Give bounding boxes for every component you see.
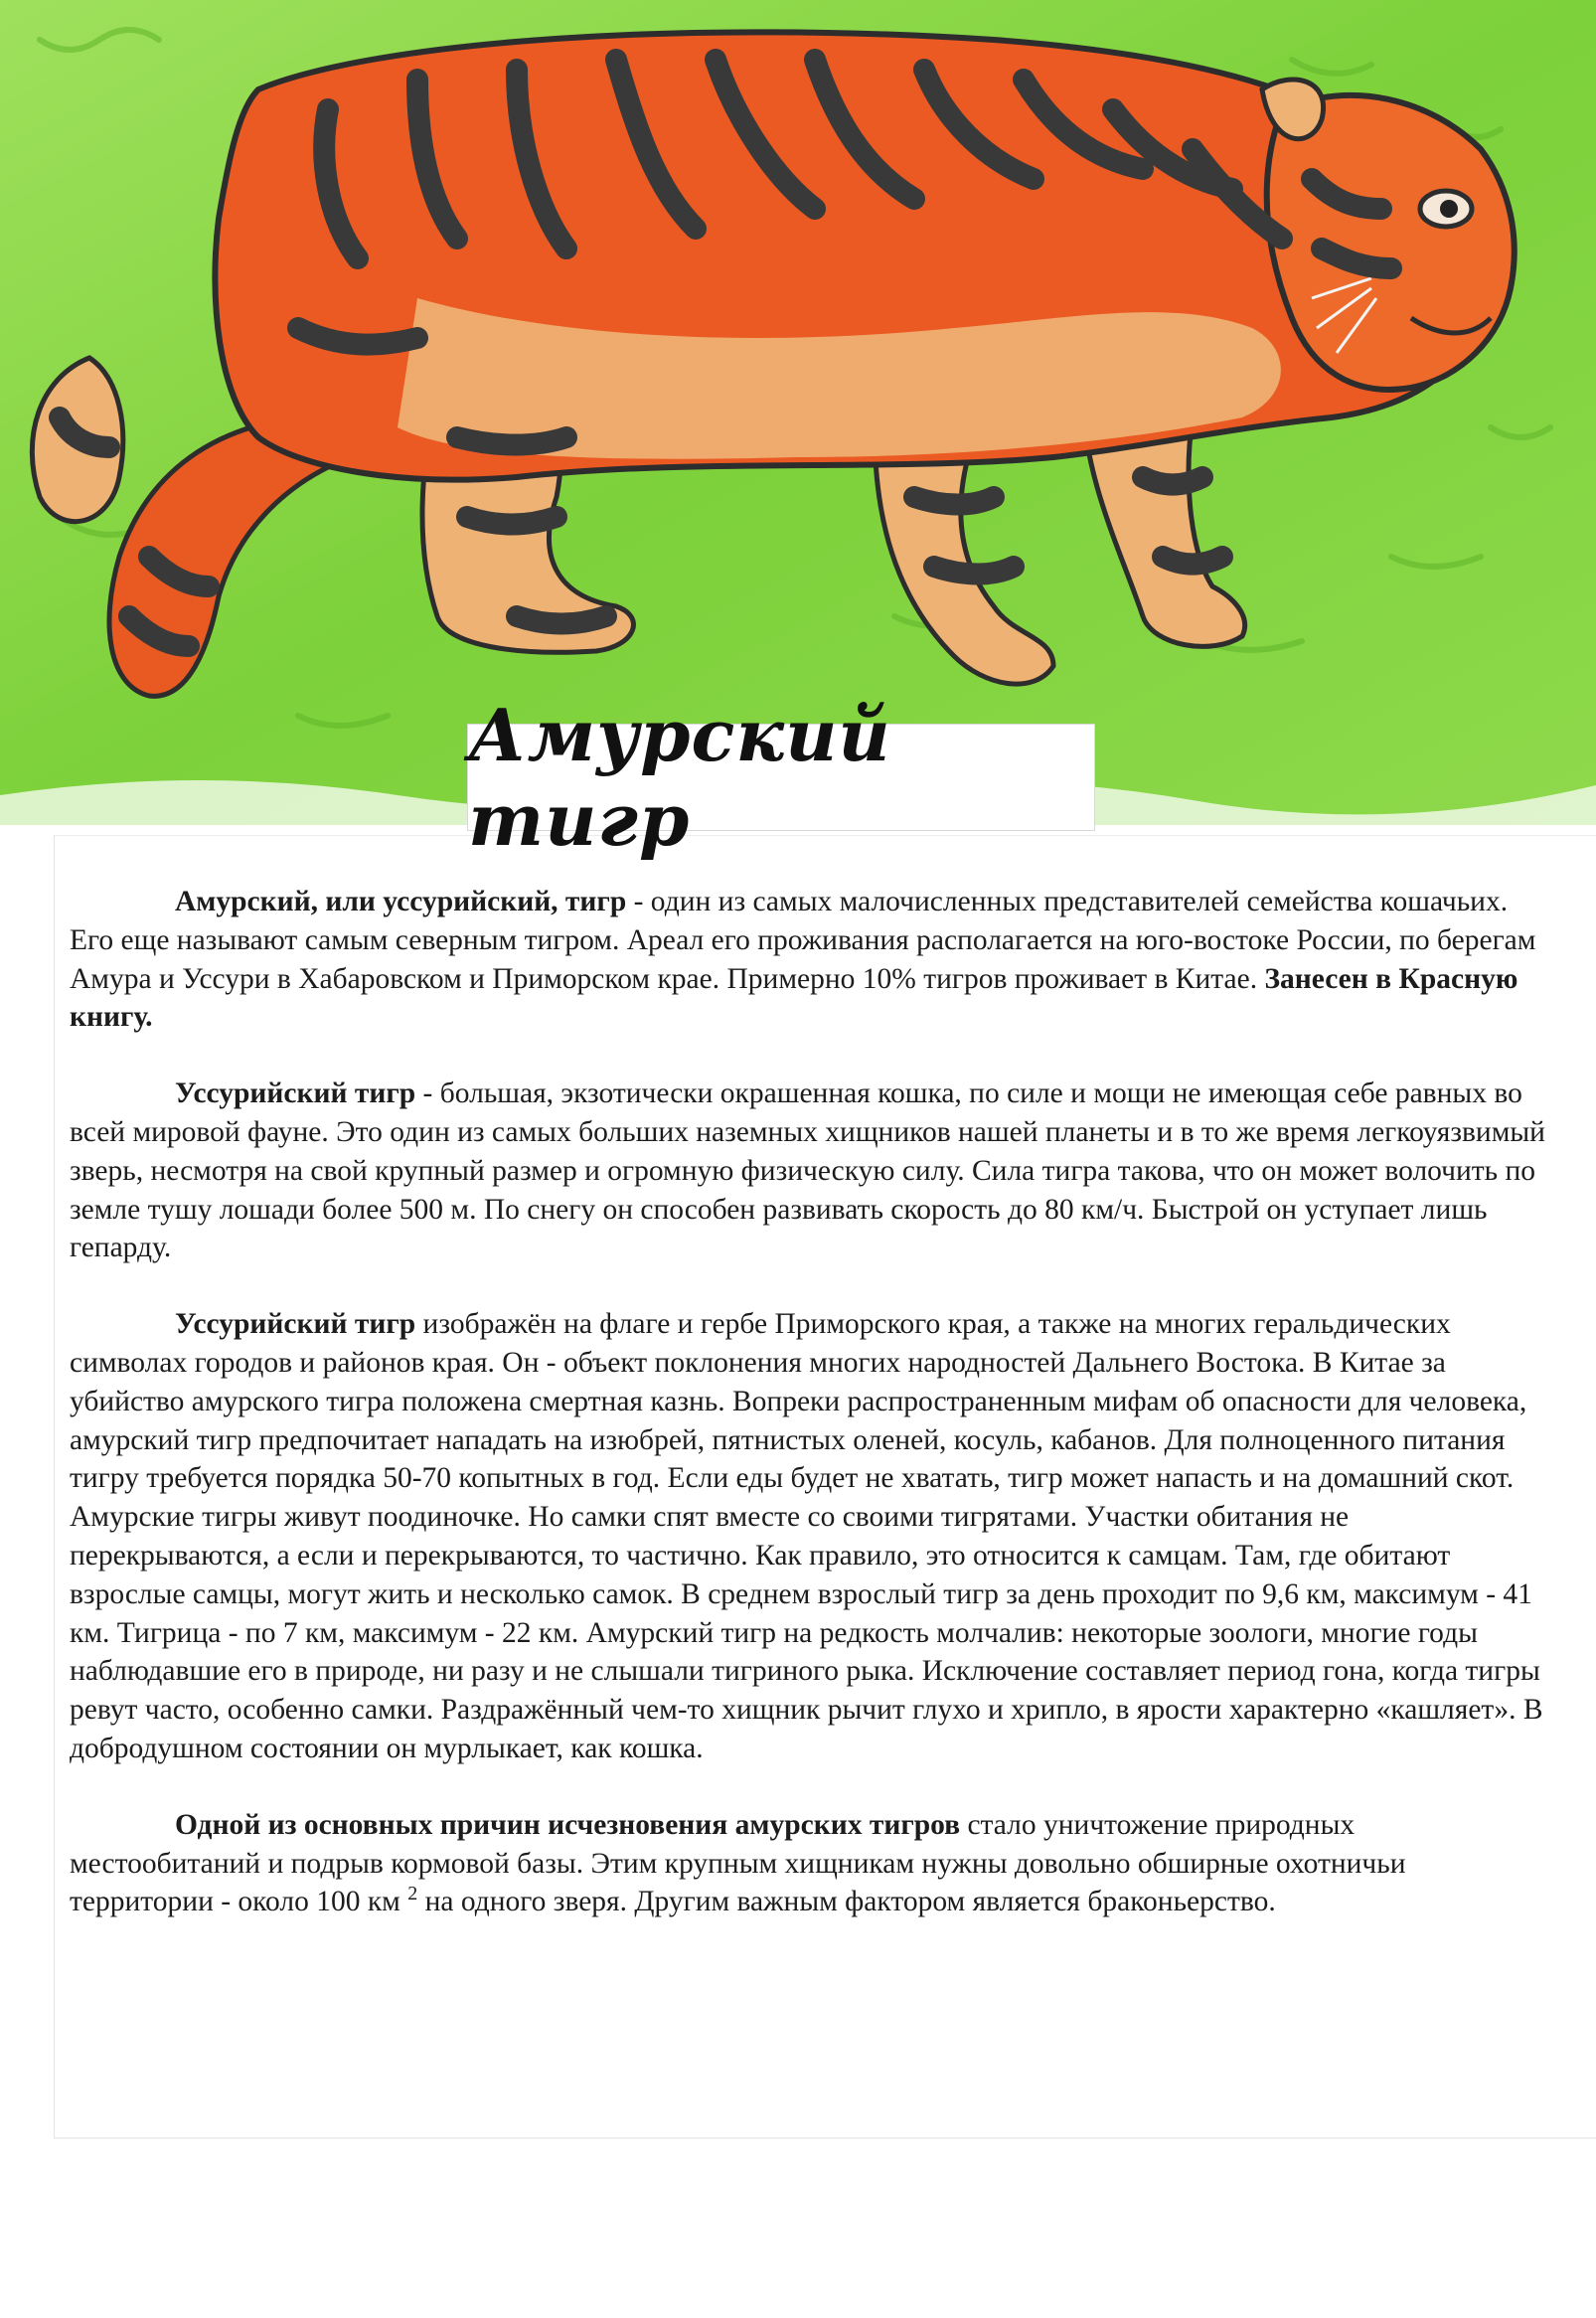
paragraph-text: - один из самых малочисленных представителей семейства кошачьих. Его еще называют самым северным тигром. Ареал его проживания располагается на юго-востоке России, по берегам Амура и Уссури в Хабаровском и Приморском крае. Примерно 10% тигров проживает в Китае.	[70, 886, 1536, 995]
paragraph-lead: Одной из основных причин исчезновения амурских тигров	[175, 1808, 961, 1841]
sheet-edge	[54, 2137, 1596, 2139]
paragraph-1	[70, 883, 1550, 1037]
paragraph-lead: Амурский, или уссурийский, тигр	[175, 886, 627, 917]
superscript: 2	[407, 1883, 418, 1905]
paragraph-lead: Уссурийский тигр	[175, 1308, 416, 1341]
paragraph-text: - большая, экзотически окрашенная кошка, по силе и мощи не имеющая себе равных во всей мировой фауне. Это один из самых больших наземных хищников нашей планеты и в то же время легкоуязвимый зверь, несмотря на свой крупный размер и огромную физическую силу. Сила тигра такова, что он может волочить по земле тушу лошади более 500 м. По снегу он способен развивать скорость до 80 км/ч. Быстрой он уступает лишь гепарду.	[70, 1077, 1545, 1264]
article-body	[70, 883, 1550, 1959]
paragraph-4	[70, 1806, 1550, 1921]
paragraph-text-after: на одного зверя. Другим важным фактором является браконьерство.	[417, 1886, 1276, 1918]
paragraph-text: стало уничтожение природных местообитаний и подрыв кормовой базы. Этим крупным хищникам нужны довольно обширные охотничьи территории - около 100 км	[70, 1808, 1406, 1918]
paragraph-3	[70, 1305, 1550, 1768]
paragraph-lead: Уссурийский тигр	[175, 1077, 416, 1110]
paragraph-text: изображён на флаге и гербе Приморского края, а также на многих геральдических символах городов и районов края. Он - объект поклонения многих народностей Дальнего Востока. В Китае за убийство амурского тигра положена смертная казнь. Вопреки распространенным мифам об опасности для человека, амурский тигр предпочитает нападать на изюбрей, пятнистых оленей, косуль, кабанов. Для полноценного питания тигру требуется порядка 50-70 копытных в год. Если еды будет не хватать, тигр может напасть и на домашний скот. Амурские тигры живут поодиночке. Но самки спят вместе со своими тигрятами. Участки обитания не перекрываются, а если и перекрываются, то частично. Как правило, это относится к самцам. Там, где обитают взрослые самцы, могут жить и несколько самок. В среднем взрослый тигр за день проходит по 9,6 км, максимум - 41 км. Тигрица - по 7 км, максимум - 22 км. Амурский тигр на редкость молчалив: некоторые зоологи, многие годы наблюдавшие его в природе, ни разу и не слышали тигриного рыка. Исключение составляет период гона, когда тигры ревут часто, особенно самки. Раздражённый чем-то хищник рычит глухо и хрипло, в ярости характерно «кашляет». В добродушном состоянии он мурлыкает, как кошка.	[70, 1308, 1543, 1764]
red-book-note: Занесен в Красную книгу.	[70, 962, 1518, 1034]
title-label	[467, 693, 1095, 862]
page-title: Амурский тигр	[468, 693, 891, 862]
paragraph-2	[70, 1075, 1550, 1267]
